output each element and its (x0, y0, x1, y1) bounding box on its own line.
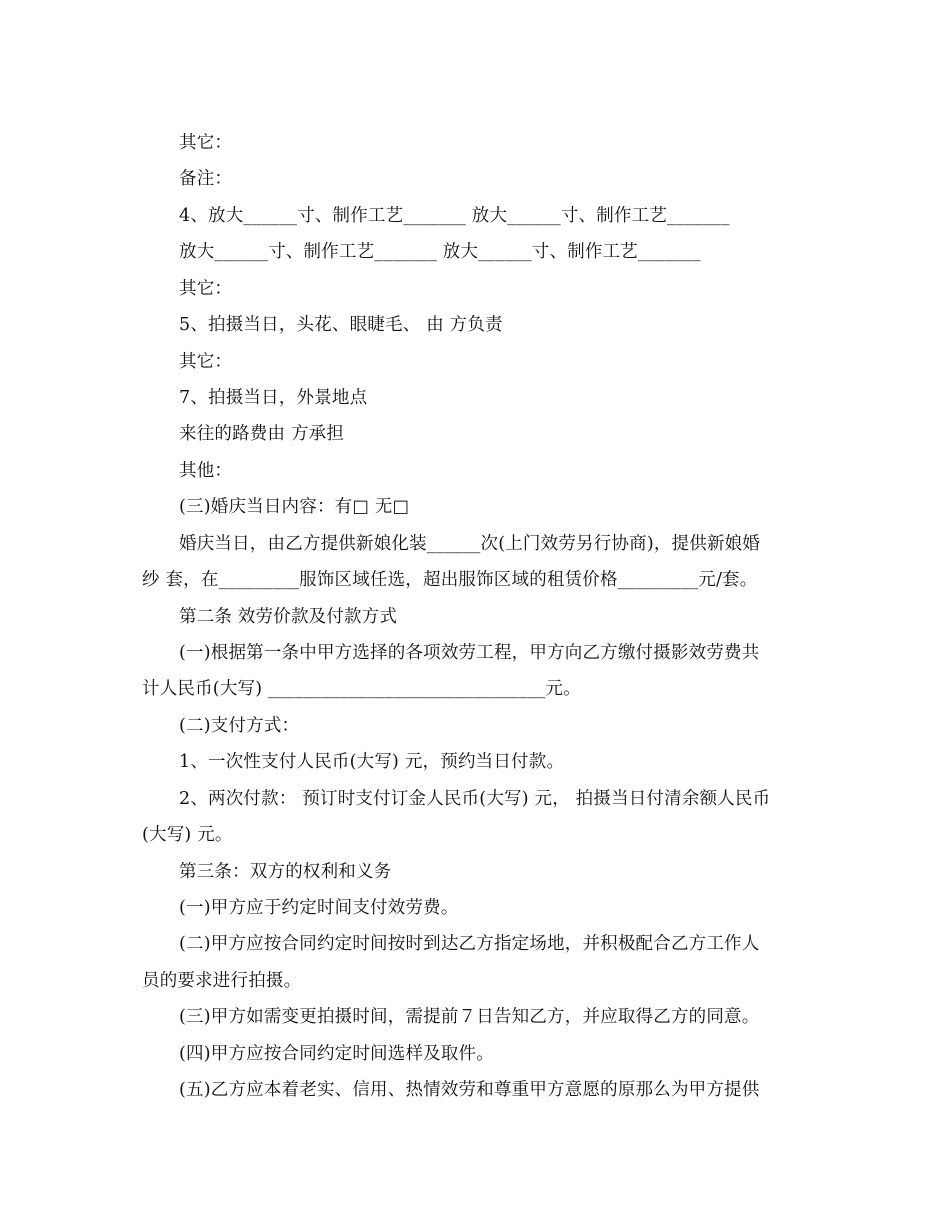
text-line: 婚庆当日，由乙方提供新娘化装______次(上门效劳另行协商)，提供新娘婚 (179, 534, 761, 554)
text-line: 2、两次付款： 预订时支付订金人民币(大写) 元， 拍摄当日付清余额人民币 (179, 789, 771, 809)
text-line: 4、放大______寸、制作工艺_______ 放大______寸、制作工艺_______ (179, 206, 730, 226)
text-line: (二)甲方应按合同约定时间按时到达乙方指定场地，并积极配合乙方工作人 (179, 934, 760, 954)
section-heading: 第三条：双方的权利和义务 (179, 862, 392, 882)
text-line: (三)甲方如需变更拍摄时间，需提前７日告知乙方，并应取得乙方的同意。 (179, 1007, 760, 1027)
text-line: 其它： (179, 133, 233, 153)
text-line: 放大______寸、制作工艺_______ 放大______寸、制作工艺_______ (179, 242, 701, 262)
text-line: (一)甲方应于约定时间支付效劳费。 (179, 898, 459, 918)
text-line: 员的要求进行拍摄。 (142, 971, 302, 991)
text-line: 其它： (179, 352, 233, 372)
text-line: 7、拍摄当日，外景地点 (179, 388, 368, 408)
text-line: 纱 套，在_________服饰区域任选，超出服饰区域的租赁价格_________元/套。 (142, 570, 758, 590)
text-line: (五)乙方应本着老实、信用、热情效劳和尊重甲方意愿的原那么为甲方提供 (179, 1080, 760, 1100)
text-line: (一)根据第一条中甲方选择的各项效劳工程，甲方向乙方缴付摄影效劳费共 (179, 643, 760, 663)
text-line: (二)支付方式： (179, 716, 300, 736)
text-line: 计人民币(大写) _______________________________元。 (142, 679, 581, 699)
text-line: 1、一次性支付人民币(大写) 元，预约当日付款。 (179, 752, 565, 772)
text-line: (三)婚庆当日内容：有□ 无□ (179, 497, 410, 517)
text-line: 其他： (179, 461, 233, 481)
text-line: 5、拍摄当日，头花、眼睫毛、 由 方负责 (179, 315, 503, 335)
text-line: (四)甲方应按合同约定时间选样及取件。 (179, 1044, 494, 1064)
text-line: 来往的路费由 方承担 (179, 424, 345, 444)
text-line: (大写) 元。 (142, 825, 233, 845)
text-line: 其它： (179, 279, 233, 299)
section-heading: 第二条 效劳价款及付款方式 (179, 607, 398, 627)
text-line: 备注： (179, 169, 233, 189)
